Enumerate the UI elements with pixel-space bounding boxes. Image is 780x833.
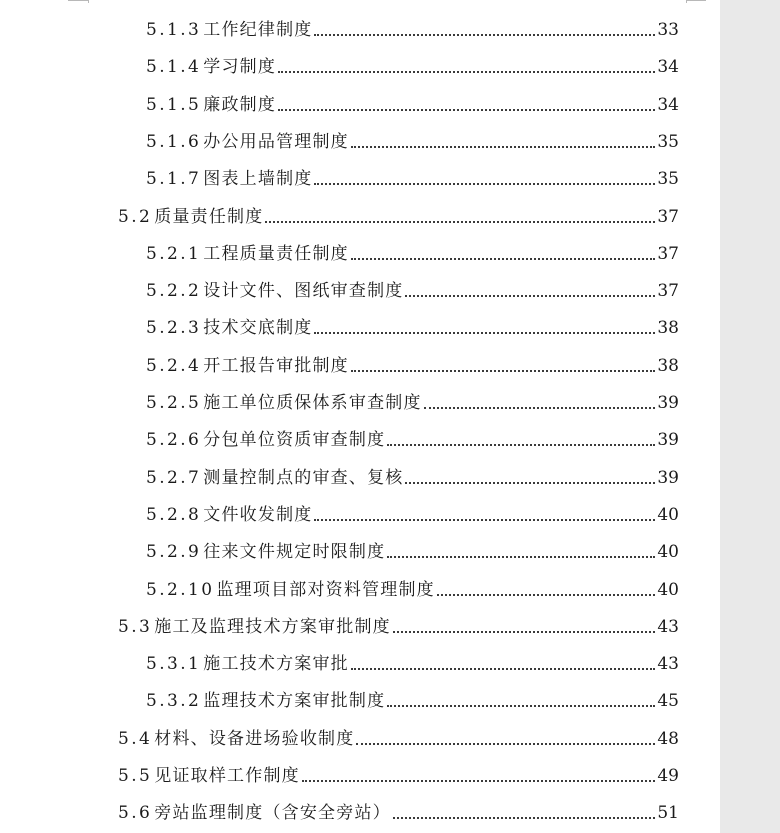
toc-dot-leader [387,705,655,707]
toc-entry[interactable] [146,645,679,675]
toc-dot-leader [387,444,655,446]
toc-page-number: 34 [657,57,679,78]
toc-entry-number: 5.2.1 [146,243,202,264]
toc-entry[interactable] [146,347,679,377]
toc-page-number: 40 [657,542,679,563]
toc-dot-leader [278,71,655,73]
toc-entry-title: 办公用品管理制度 [203,131,349,152]
toc-dot-leader [314,519,655,521]
toc-entry-title: 技术交底制度 [203,318,313,339]
toc-dot-leader [424,407,656,409]
toc-entry-number: 5.3.1 [146,654,202,675]
toc-entry-title: 工程质量责任制度 [203,243,349,264]
toc-entry-number: 5.2.9 [146,542,202,563]
toc-entry-title: 监理技术方案审批制度 [203,691,386,712]
toc-page-number: 43 [657,616,679,637]
toc-page-number: 35 [657,131,679,152]
toc-entry-title: 测量控制点的审查、复核 [203,467,404,488]
toc-entry-title: 旁站监理制度（含安全旁站） [154,803,391,824]
toc-entry-title: 开工报告审批制度 [203,355,349,376]
toc-entry[interactable] [146,421,679,451]
toc-entry-title: 文件收发制度 [203,504,313,525]
toc-entry-number: 5.1.5 [146,94,202,115]
toc-page-number: 33 [657,20,679,40]
toc-entry-number: 5.2.10 [146,579,215,600]
page-corner-mark [686,0,687,3]
toc-entry-title: 施工技术方案审批 [203,654,349,675]
page-corner-mark [686,0,706,1]
toc-entry-title: 施工单位质保体系审查制度 [203,393,422,413]
toc-entry[interactable] [146,682,679,712]
toc-entry[interactable] [146,272,679,302]
toc-entry-number: 5.6 [118,803,153,824]
toc-page-number: 37 [657,281,679,302]
toc-entry[interactable] [146,496,679,526]
toc-entry[interactable] [118,608,679,638]
toc-entry-title: 往来文件规定时限制度 [203,542,386,563]
toc-entry-title: 学习制度 [203,57,277,78]
toc-entry[interactable] [146,459,679,489]
toc-entry[interactable] [146,384,679,414]
toc-entry-number: 5.3 [118,616,153,637]
toc-dot-leader [351,258,655,260]
toc-dot-leader [314,34,655,36]
toc-entry[interactable] [118,198,679,228]
toc-entry-number: 5.2.2 [146,281,202,302]
toc-entry[interactable] [146,235,679,265]
toc-entry-title: 施工及监理技术方案审批制度 [154,616,391,637]
toc-entry-number: 5.1.7 [146,169,202,190]
toc-entry-number: 5.2.4 [146,355,202,376]
toc-entry[interactable] [146,533,679,563]
toc-dot-leader [351,668,655,670]
toc-dot-leader [387,556,655,558]
toc-entry-number: 5.5 [118,766,153,786]
toc-dot-leader [393,631,656,633]
toc-entry-title: 工作纪律制度 [203,20,313,40]
toc-entry-number: 5.2.6 [146,430,202,451]
toc-dot-leader [405,295,655,297]
toc-dot-leader [314,332,655,334]
toc-dot-leader [405,482,655,484]
toc-dot-leader [302,780,656,782]
toc-entry[interactable] [118,794,679,824]
toc-dot-leader [314,183,655,185]
toc-page-number: 39 [657,430,679,451]
toc-page-number: 40 [657,579,679,600]
toc-page-number: 39 [657,393,679,413]
toc-entry-title: 图表上墙制度 [203,169,313,190]
toc-page-number: 45 [657,691,679,712]
toc-entry[interactable] [118,757,679,787]
toc-dot-leader [351,146,655,148]
toc-dot-leader [351,370,655,372]
toc-entry-number: 5.3.2 [146,691,202,712]
toc-page-number: 43 [657,654,679,675]
toc-page-number: 49 [657,766,679,786]
toc-entry-title: 设计文件、图纸审查制度 [203,281,404,302]
toc-entry-title: 质量责任制度 [154,206,264,227]
toc-dot-leader [265,221,655,223]
toc-entry-title: 材料、设备进场验收制度 [154,728,355,749]
toc-entry-number: 5.2 [118,206,153,227]
toc-page-number: 39 [657,467,679,488]
toc-entry[interactable] [146,123,679,153]
toc-entry[interactable] [146,48,679,78]
toc-entry[interactable] [146,11,679,41]
toc-page-number: 37 [657,243,679,264]
toc-entry-number: 5.2.8 [146,504,202,525]
toc-page-number: 38 [657,318,679,339]
toc-page-number: 34 [657,94,679,115]
toc-entry[interactable] [146,86,679,116]
toc-dot-leader [356,743,655,745]
toc-page-number: 40 [657,504,679,525]
toc-entry-title: 见证取样工作制度 [154,766,300,786]
page-corner-mark [88,0,89,3]
toc-entry-title: 分包单位资质审查制度 [203,430,386,451]
toc-page-number: 35 [657,169,679,190]
toc-dot-leader [437,594,655,596]
page-corner-mark [68,0,88,1]
toc-entry[interactable] [146,571,679,601]
toc-entry[interactable] [118,720,679,750]
page-margin-background [720,0,780,833]
toc-entry-number: 5.2.5 [146,393,202,413]
toc-entry[interactable] [146,309,679,339]
toc-page-number: 51 [657,803,679,824]
toc-entry[interactable] [146,160,679,190]
toc-entry-number: 5.1.4 [146,57,202,78]
toc-page-number: 37 [657,206,679,227]
toc-entry-number: 5.4 [118,728,153,749]
toc-entry-title: 廉政制度 [203,94,277,115]
toc-dot-leader [278,109,655,111]
toc-dot-leader [393,817,656,819]
toc-entry-number: 5.1.3 [146,20,202,40]
toc-entry-number: 5.2.3 [146,318,202,339]
toc-page-number: 48 [657,728,679,749]
toc-entry-number: 5.1.6 [146,131,202,152]
toc-entry-title: 监理项目部对资料管理制度 [216,579,435,600]
toc-entry-number: 5.2.7 [146,467,202,488]
toc-page-number: 38 [657,355,679,376]
